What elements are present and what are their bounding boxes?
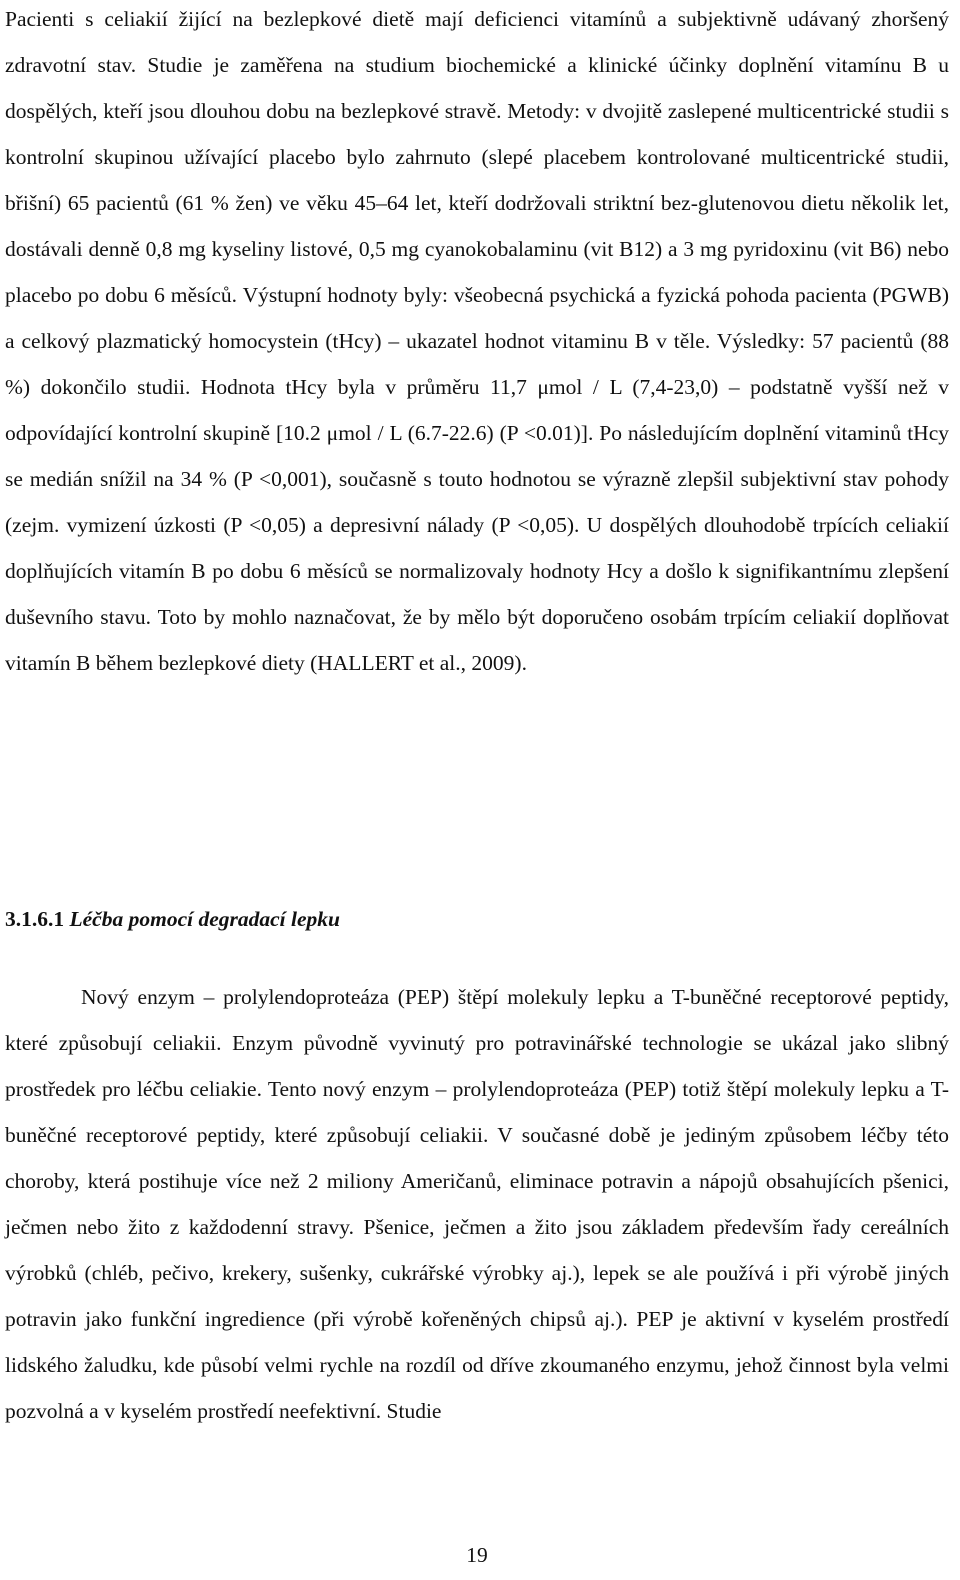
paragraph-vitamin-b-study: Pacienti s celiakií žijící na bezlepkové dietě mají deficienci vitamínů a subjektivně udávaný zhoršený zdravotní stav. Studie je zaměřena na studium biochemické a klinické účinky doplnění vitamínu B u dospělých, kteří jsou dlouhou dobu na bezlepkové stravě. Metody: v dvojitě zaslepené multicentrické studii s kontrolní skupinou užívající placebo bylo zahrnuto (slepé placebem kontrolované multicentrické studii, břišní) 65 pacientů (61 % žen) ve věku 45–64 let, kteří dodržovali striktní bez-glutenovou dietu několik let, dostávali denně 0,8 mg kyseliny listové, 0,5 mg cyanokobalaminu (vit B12) a 3 mg pyridoxinu (vit B6) nebo placebo po dobu 6 měsíců. Výstupní hodnoty byly: všeobecná psychická a fyzická pohoda pacienta (PGWB) a celkový plazmatický homocystein (tHcy) – ukazatel hodnot vitaminu B v těle. Výsledky: 57 pacientů (88 %) dokončilo studii. Hodnota tHcy byla v průměru 11,7 μmol / L (7,4-23,0) – podstatně vyšší než v odpovídající kontrolní skupině [10.2 μmol / L (6.7-22.6) (P <0.01)]. Po následujícím doplnění vitaminů tHcy se medián snížil na 34 % (P <0,001), současně s touto hodnotou se výrazně zlepšil subjektivní stav pohody (zejm. vymizení úzkosti (P <0,05) a depresivní nálady (P <0,05). U dospělých dlouhodobě trpících celiakií doplňujících vitamín B po dobu 6 měsíců se normalizovaly hodnoty Hcy a došlo k signifikantnímu zlepšení duševního stavu. Toto by mohlo naznačovat, že by mělo být doporučeno osobám trpícím celiakií doplňovat vitamín B během bezlepkové diety (HALLERT et al., 2009). xyxy=(5,7,949,675)
paragraph-pep-enzyme: Nový enzym – prolylendoproteáza (PEP) štěpí molekuly lepku a T-buněčné receptorové peptidy, které způsobují celiakii. Enzym původně vyvinutý pro potravinářské technologie se ukázal jako slibný prostředek pro léčbu celiakie. Tento nový enzym – prolylendoproteáza (PEP) totiž štěpí molekuly lepku a T-buněčné receptorové peptidy, které způsobují celiakii. V současné době je jediným způsobem léčby této choroby, která postihuje více než 2 miliony Američanů, eliminace potravin a nápojů obsahujících pšenici, ječmen nebo žito z každodenní stravy. Pšenice, ječmen a žito jsou základem především řady cereálních výrobků (chléb, pečivo, krekery, sušenky, cukrářské výrobky aj.), lepek se ale používá i při výrobě jiných potravin jako funkční ingredience (při výrobě kořeněných chipsů aj.). PEP je aktivní v kyselém prostředí lidského žaludku, kde působí velmi rychle na rozdíl od dříve zkoumaného enzymu, jehož činnost byla velmi pozvolná a v kyselém prostředí neefektivní. Studie xyxy=(5,985,949,1423)
page-number: 19 xyxy=(466,1543,488,1567)
section-heading xyxy=(5,896,340,942)
section-number: 3.1.6.1 xyxy=(5,907,65,931)
document-page xyxy=(5,0,949,1580)
section-title: Léčba pomocí degradací lepku xyxy=(69,907,340,931)
